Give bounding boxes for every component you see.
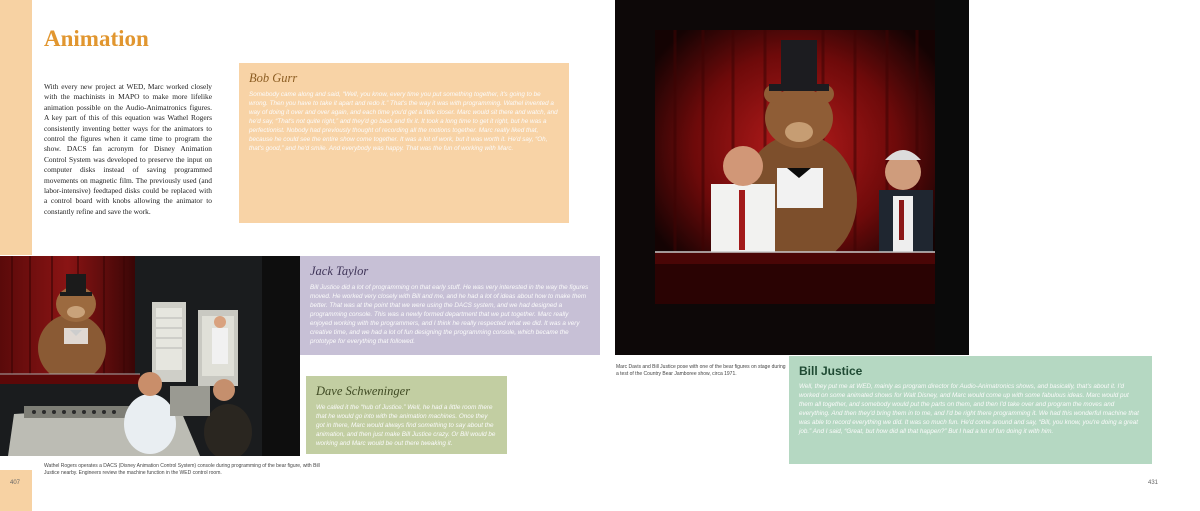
photo-caption: Wathel Rogers operates a DACS (Disney Animation Control System) console during programming of the bear figure, with Bill Justice nearby. Engineers review the machine function in the WED control room. (44, 463, 320, 476)
page-number: 407 (10, 480, 21, 486)
quote-text: Somebody came along and said, “Well, you know, every time you put something together, it's going to be wrong. Then you have to take it apart and redo it.” That's the way it was with programming. Wathel invented a way of doing it over and over again, and each time you'd get a little closer. Marc would sit there and watch, and he'd say, “That's not quite right,” and they'd go back and fix it. It took a long time to get it right, but he was a perfectionist. Nobody had previously thought of recording all the motions together. Marc really liked that, because he could see the entire show come together. It was a lot of work, but it was worth it. He'd say, “Oh, that's good,” and he'd smile. And everybody was happy. That was the fun of working with Marc. (249, 91, 558, 152)
quote-dave-schweninger (306, 376, 507, 454)
quote-name: Bob Gurr (249, 71, 298, 85)
sidebar-strip-bottom (0, 470, 32, 511)
quote-name: Jack Taylor (310, 264, 369, 278)
quote-bob-gurr (239, 63, 569, 223)
quote-text: Bill Justice did a lot of programming on that early stuff. He was very interested in the way the figures moved. He worked very closely with Bill and me, and he had a lot of ideas about how to make them better. That was at the point that we were using the DACS system, and we had designed a programming console. This was a newly formed department that we put together. Marc really enjoyed working with the programmers, and I think he really respected what we did. It was a very creative time, and we had a lot of fun designing the programming console, which became the prototype for everything that followed. (310, 284, 589, 345)
quote-bill-justice (789, 356, 1152, 464)
right-page (600, 0, 1200, 511)
quote-name: Bill Justice (799, 364, 863, 378)
page-number: 431 (1148, 480, 1159, 486)
photo-bear-stage (615, 0, 969, 355)
quote-name: Dave Schweninger (316, 384, 411, 398)
photo-dacs-console (0, 256, 300, 456)
quote-jack-taylor (300, 256, 600, 355)
intro-paragraph: With every new project at WED, Marc worked closely with the machinists in MAPO to make more lifelike animation possible on the Audio-Animatronics figures. A key part of this of this equation was Wathel Rogers consistently inventing better ways for the animators to control the figures when it came time to program the show. DACS fan acronym for Disney Animation Control System was developed to preserve the input on computer disks instead of saving programmed movements on magnetic film. The previously used (and labor-intensive) feedtaped disks could be replaced with a control board with knobs allowing the animator to constantly refine and save the work. (44, 82, 212, 216)
photo-dacs-console-image (0, 256, 300, 456)
sidebar-strip (0, 0, 32, 255)
quote-text: Well, they put me at WED, mainly as program director for Audio-Animatronics shows, and basically, that's about it. I'd worked on some animated shows for Walt Disney, and Marc would come up with some fabulous ideas. Marc would put them all together, and somebody would put the parts on them, and then I'd take over and program the moves and everything. And then they'd bring them in to me, and I'd be right there programming it. We had this wonderful machine that was able to record everything we did. It was so much fun. He'd come around and say, “Bill, you know, you're doing a great job.” And I said, “Great, but how did all that happen?” But I had a lot of fun doing it with him. (799, 383, 1139, 435)
quote-text: We called it the “hub of Justice.” Well, he had a little room there that he would go into with the animation machines. Once they got in there, Marc would always find something to say about the animation, and then just make Bill Justice crazy. Or Bill would be working and Marc would be out there tweaking it. (316, 404, 496, 447)
photo-bear-stage-image (615, 0, 969, 355)
photo-caption: Marc Davis and Bill Justice pose with one of the bear figures on stage during a test of the Country Bear Jamboree show, circa 1971. (616, 364, 786, 377)
page-title: Animation (44, 26, 149, 51)
